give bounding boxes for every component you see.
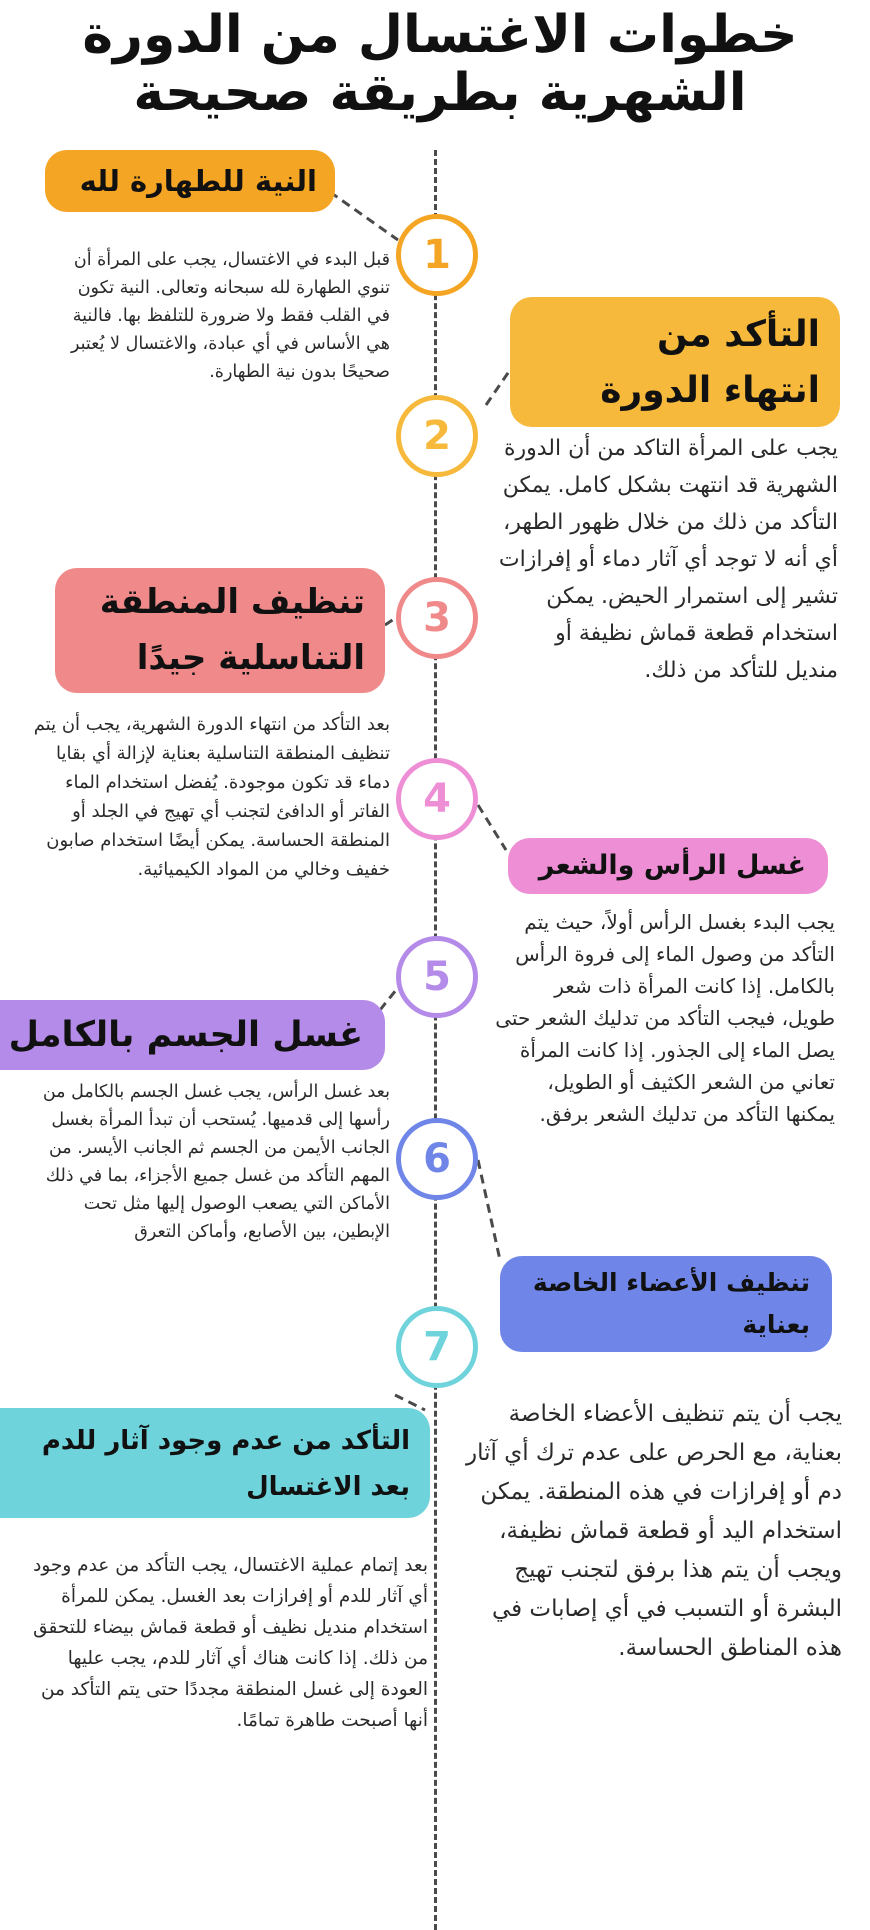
step-4-label: غسل الرأس والشعر (508, 838, 828, 894)
step-4-text: يجب البدء بغسل الرأس أولاً، حيث يتم التأكد من وصول الماء إلى فروة الرأس بالكامل. إذا كانت المرأة ذات شعر طويل، فيجب التأكد من تدليك الشعر حتى يصل الماء إلى الجذور. إذا كانت المرأة تعاني من الشعر الكثيف أو الطويل، يمكنها التأكد من تدليك الشعر برفق. (495, 910, 835, 1126)
step-1-text: قبل البدء في الاغتسال، يجب على المرأة أن تنوي الطهارة لله سبحانه وتعالى. النية تكون في القلب فقط ولا ضرورة للتلفظ بها. فالنية هي الأساس في أي عبادة، والاغتسال لا يُعتبر صحيحًا بدون نية الطهارة. (70, 250, 390, 382)
step-1-circle (396, 214, 478, 296)
step-6-label: تنظيف الأعضاء الخاصة بعناية (500, 1256, 832, 1352)
step-7-number: 7 (423, 1324, 451, 1370)
step-7-circle (396, 1306, 478, 1388)
step-3-text: بعد التأكد من انتهاء الدورة الشهرية، يجب أن يتم تنظيف المنطقة التناسلية بعناية لإزالة أي بقايا دماء قد تكون موجودة. يُفضل استخدام الماء الفاتر أو الدافئ لتجنب أي تهيج في الجلد أو المنطقة الحساسة. يمكن أيضًا استخدام صابون خفيف وخالي من المواد الكيميائية. (33, 714, 390, 880)
step-5-circle (396, 936, 478, 1018)
step-3-number: 3 (423, 595, 451, 641)
step-4-number: 4 (423, 776, 451, 822)
step-1-label: النية للطهارة لله (45, 150, 335, 212)
step-3-label: تنظيف المنطقة التناسلية جيدًا (55, 568, 385, 693)
step-2-number: 2 (423, 413, 451, 459)
title-line-1: خطوات الاغتسال من الدورة (82, 5, 798, 65)
step-7-text: بعد إتمام عملية الاغتسال، يجب التأكد من عدم وجود أي آثار للدم أو إفرازات بعد الغسل. يمكن للمرأة استخدام منديل نظيف أو قطعة قماش بيضاء للتحقق من ذلك. إذا كانت هناك أي آثار للدم، يجب عليها العودة إلى غسل المنطقة مجددًا حتى يتم التأكد من أنها أصبحت طاهرة تمامًا. (33, 1555, 428, 1731)
step-5-number: 5 (423, 954, 451, 1000)
step-1-number: 1 (423, 232, 451, 278)
step-6-text: يجب أن يتم تنظيف الأعضاء الخاصة بعناية، مع الحرص على عدم ترك أي آثار دم أو إفرازات في هذه المنطقة. يمكن استخدام اليد أو قطعة قماش نظيفة، ويجب أن يتم هذا برفق لتجنب تهيج البشرة أو التسبب في أي إصابات في هذه المناطق الحساسة. (466, 1401, 842, 1661)
step-6-number: 6 (423, 1136, 451, 1182)
step-4-circle (396, 758, 478, 840)
step-3-circle (396, 577, 478, 659)
step-2-circle (396, 395, 478, 477)
title-line-2: الشهرية بطريقة صحيحة (133, 63, 747, 123)
step-5-text: بعد غسل الرأس، يجب غسل الجسم بالكامل من رأسها إلى قدميها. يُستحب أن تبدأ المرأة بغسل الجانب الأيمن من الجسم ثم الجانب الأيسر. من المهم التأكد من غسل جميع الأجزاء، بما في ذلك الأماكن التي يصعب الوصول إليها مثل تحت الإبطين، بين الأصابع، وأماكن التعرق (42, 1082, 390, 1242)
step-6-circle (396, 1118, 478, 1200)
step-5-label: غسل الجسم بالكامل (0, 1000, 385, 1070)
step-7-label: التأكد من عدم وجود آثار للدم بعد الاغتسال (0, 1408, 430, 1518)
step-2-label: التأكد من انتهاء الدورة (510, 297, 840, 427)
step-2-text: يجب على المرأة التاكد من أن الدورة الشهرية قد انتهت بشكل كامل. يمكن التأكد من ذلك من خلال ظهور الطهر، أي أنه لا توجد أي آثار دماء أو إفرازات تشير إلى استمرار الحيض. يمكن استخدام قطعة قماش نظيفة أو منديل للتأكد من ذلك. (498, 436, 838, 683)
